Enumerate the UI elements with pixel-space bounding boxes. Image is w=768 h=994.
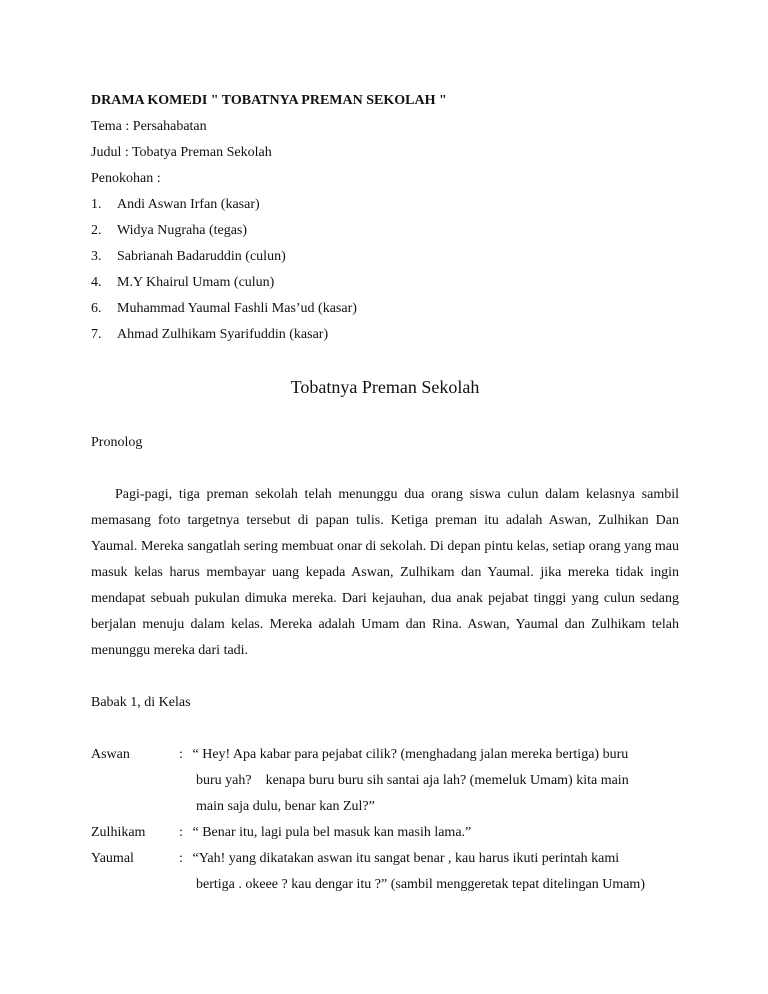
speaker-colon: : [179,825,183,840]
dialogue-text [189,820,679,846]
speaker-name: Aswan [91,747,130,762]
cast-heading: Penokohan : [91,171,161,186]
dialogue-line [91,846,679,898]
cast-number: 2. [91,223,102,238]
cast-item [91,322,679,348]
speaker-colon: : [179,747,183,762]
cast-name: Widya Nugraha (tegas) [117,223,248,238]
dialogue-text [189,846,679,898]
title-line: Judul : Tobatya Preman Sekolah [91,145,272,160]
dialogue-text [189,742,679,820]
dialogue-text-line: buru yah? kenapa buru buru sih santai aja lah? (memeluk Umam) kita main [189,773,629,788]
cast-name: Sabrianah Badaruddin (culun) [117,249,286,264]
cast-item [91,218,679,244]
prolog-paragraph: Pagi-pagi, tiga preman sekolah telah menunggu dua orang siswa culun dalam kelasnya sambil memasang foto targetnya tersebut di papan tulis. Ketiga preman itu adalah Aswan, Zulhikan Dan Yaumal. Mereka sangatlah sering membuat onar di sekolah. Di depan pintu kelas, setiap orang yang mau masuk kelas harus membayar uang kepada Aswan, Zulhikam dan Yaumal. jika mereka tidak ingin mendapat sebuah pukulan dimuka mereka. Dari kejauhan, dua anak pejabat tinggi yang culun sedang berjalan menuju dalam kelas. Mereka adalah Umam dan Rina. Aswan, Yaumal dan Zulhikam telah menunggu mereka dari tadi. [91,487,679,658]
cast-item [91,244,679,270]
cast-name: Ahmad Zulhikam Syarifuddin (kasar) [117,327,329,342]
theme-line: Tema : Persahabatan [91,119,207,134]
speaker-colon: : [179,851,183,866]
cast-number: 6. [91,301,102,316]
cast-name: M.Y Khairul Umam (culun) [117,275,275,290]
cast-list [91,192,679,348]
dialogue-text-line: bertiga . okeee ? kau dengar itu ?” (sambil menggeretak tepat ditelingan Umam) [189,877,645,892]
scene-heading: Babak 1, di Kelas [91,695,191,710]
cast-number: 3. [91,249,102,264]
play-title: Tobatnya Preman Sekolah [290,377,480,397]
dialogue-text-line: “Yah! yang dikatakan aswan itu sangat benar , kau harus ikuti perintah kami [189,851,620,866]
cast-item [91,270,679,296]
cast-number: 7. [91,327,102,342]
dialogue-text-line: main saja dulu, benar kan Zul?” [189,799,375,814]
prolog-heading: Pronolog [91,435,143,450]
dialogue-line [91,742,679,820]
cast-item [91,192,679,218]
document-title: DRAMA KOMEDI " TOBATNYA PREMAN SEKOLAH " [91,93,447,108]
dialogue-text-line: “ Hey! Apa kabar para pejabat cilik? (menghadang jalan mereka bertiga) buru [189,747,629,762]
cast-number: 4. [91,275,102,290]
dialogue-line [91,820,679,846]
dialogue-block [91,742,679,898]
speaker-name: Yaumal [91,851,134,866]
speaker-name: Zulhikam [91,825,146,840]
cast-item [91,296,679,322]
dialogue-text-line: “ Benar itu, lagi pula bel masuk kan masih lama.” [189,825,472,840]
cast-name: Andi Aswan Irfan (kasar) [117,197,260,212]
cast-number: 1. [91,197,102,212]
cast-name: Muhammad Yaumal Fashli Mas’ud (kasar) [117,301,357,316]
